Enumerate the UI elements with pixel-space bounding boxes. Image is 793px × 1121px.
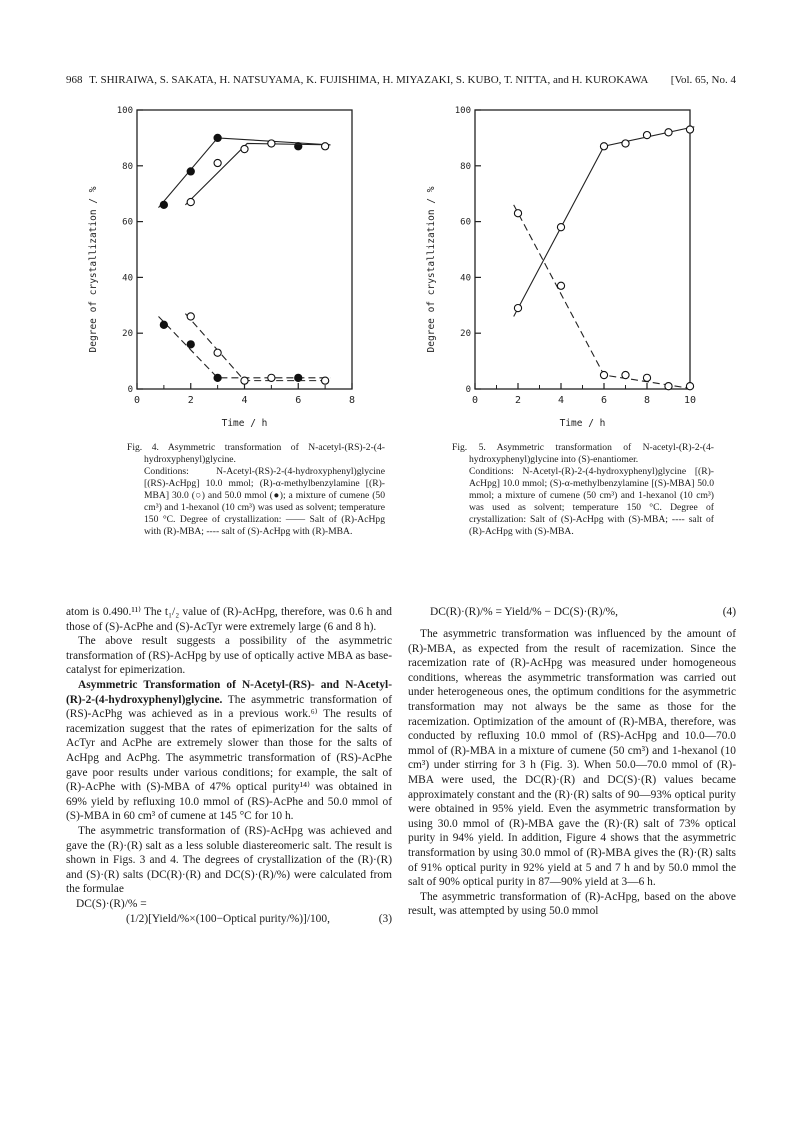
data-point (241, 377, 248, 384)
x-tick-label: 6 (295, 395, 302, 406)
x-tick-label: 6 (600, 395, 608, 406)
data-point (214, 159, 221, 166)
x-tick-label: 4 (241, 395, 248, 406)
paragraph: The asymmetric transformation of (RS)-AcHpg was achieved and gave the (R)·(R) salt as a less soluble diastereomeric salt. The result is shown in Figs. 3 and 4. The degrees of crystallization of the (R)·(R) and (S)·(R) salts (DC(R)·(R) and DC(S)·(R)/%) were calculated from the formulae (66, 824, 392, 896)
y-tick-label: 40 (122, 273, 133, 284)
x-tick-label: 10 (683, 395, 697, 406)
data-point (187, 313, 194, 320)
left-text-column (66, 605, 392, 928)
series-line (185, 314, 330, 381)
page-number: 968 (66, 74, 83, 86)
figure-5-caption (452, 442, 714, 538)
figure-4-chart (82, 96, 382, 436)
equation-3-lhs: DC(S)·(R)/% = (76, 897, 147, 910)
data-point (622, 371, 629, 378)
paragraph: The asymmetric transformation was influenced by the amount of (R)-MBA, as expected from the result of racemization. Since the racemization rate of (R)-AcHpg was measured under homogeneous conditions, whereas the asymmetric transformation was carried out under heterogeneous ones, the optimum conditions for the asymmetric transformation may not always be the same as those for the racemization. Optimization of the amount of (R)-MBA, therefore, was conducted by refluxing 10.0 mmol of (RS)-AcHpg and 10.0—70.0 mmol of (R)-MBA in a mixture of cumene (50 cm³) and 1-hexanol (10 cm³) under stirring for 3 h (Fig. 3). When 50.0—70.0 mmol of (R)-MBA were used, the DC(R)·(R) and DC(S)·(R) values became approximately constant and the (R)·(R) salts of 90—93% optical purity were obtained in 95% yield. Even the asymmetric transformation by using 30.0 mmol of (R)-MBA gave the (R)·(R) salt of 73% optical purity in 94% yield. In addition, Figure 4 shows that the asymmetric transformation by using 30.0 mmol of (R)-MBA gives the (R)·(R) salts of 91% optical purity in 92% yield at 5 and 7 h and by 50.0 mmol the salt of 90% optical purity in 87—90% yield at 3—6 h. (408, 628, 736, 889)
x-tick-label: 2 (514, 395, 522, 406)
y-axis-label: Degree of crystallization / % (426, 186, 437, 353)
y-tick-label: 60 (122, 217, 133, 228)
data-point (665, 383, 672, 390)
data-point (514, 304, 521, 311)
y-tick-label: 40 (460, 273, 471, 284)
figure-5-conditions: Conditions: N-Acetyl-(R)-2-(4-hydroxyphenyl)glycine [(R)-AcHpg] 10.0 mmol; (S)-α-methylbenzylamine [(S)-MBA] 50.0 mmol; a mixture of cumene (50 cm³) and 1-hexanol (10 cm³) was used as solvent; temperature 150 °C. Degree of crystallization: Salt of (S)-AcHpg with (S)-MBA; ---- salt of (R)-AcHpg with (S)-MBA. (469, 466, 714, 537)
x-axis-label: Time / h (221, 418, 268, 429)
paragraph: atom is 0.490.¹¹⁾ The t₁/₂ value of (R)-AcHpg, therefore, was 0.6 h and those of (S)-AcPhe and (S)-AcTyr were extremely large (6 and 8 h). (66, 606, 392, 633)
data-point (241, 145, 248, 152)
series-line (514, 205, 695, 389)
data-point (214, 349, 221, 356)
series-line (159, 316, 331, 377)
data-point (268, 374, 275, 381)
running-header (66, 74, 736, 86)
series-line (514, 127, 695, 317)
data-point (665, 129, 672, 136)
x-axis-label: Time / h (559, 418, 606, 429)
equation-3-line-1 (66, 897, 392, 912)
x-tick-label: 0 (133, 395, 141, 406)
data-point (686, 126, 693, 133)
y-tick-label: 20 (460, 329, 471, 340)
figure-5-chart (420, 96, 720, 436)
y-tick-label: 60 (460, 217, 471, 228)
y-tick-label: 20 (122, 329, 133, 340)
x-tick-label: 8 (348, 395, 356, 406)
data-point (643, 132, 650, 139)
figure-4-conditions: Conditions: N-Acetyl-(RS)-2-(4-hydroxyphenyl)glycine [(RS)-AcHpg] 10.0 mmol; (R)-α-methylbenzylamine [(R)-MBA] 30.0 (○) and 50.0 mmol (●); a mixture of cumene (50 cm³) and 1-hexanol (10 cm³) was used as solvent; temperature 150 °C. Degree of crystallization: —— Salt of (R)-AcHpg with (R)-MBA; ---- salt of (S)-AcHpg with (R)-MBA. (144, 466, 385, 537)
data-point (214, 134, 221, 141)
data-point (187, 341, 194, 348)
y-tick-label: 80 (122, 161, 133, 172)
equation-4-number: (4) (722, 606, 736, 618)
data-point (322, 377, 329, 384)
figure-4-title: Fig. 4. Asymmetric transformation of N-acetyl-(RS)-2-(4-hydroxyphenyl)glycine. (127, 442, 385, 465)
data-point (160, 201, 167, 208)
plot-frame (475, 110, 690, 389)
y-tick-label: 80 (460, 161, 471, 172)
data-point (686, 383, 693, 390)
series-line (185, 143, 330, 204)
data-point (187, 198, 194, 205)
data-point (214, 374, 221, 381)
data-point (187, 168, 194, 175)
data-point (160, 321, 167, 328)
paragraph: The above result suggests a possibility of the asymmetric transformation of (RS)-AcHpg by use of optically active MBA as base-catalyst for epimerization. (66, 635, 392, 677)
figure-5-title: Fig. 5. Asymmetric transformation of N-acetyl-(R)-2-(4-hydroxyphenyl)glycine into (S)-enantiomer. (452, 442, 714, 465)
y-tick-label: 100 (454, 106, 471, 116)
data-point (268, 140, 275, 147)
data-point (643, 374, 650, 381)
y-axis-label: Degree of crystallization / % (88, 186, 99, 353)
x-tick-label: 8 (643, 395, 651, 406)
paragraph: The asymmetric transformation of (R)-AcHpg, based on the above result, was attempted by using 50.0 mmol (408, 890, 736, 918)
equation-4-body: DC(R)·(R)/% = Yield/% − DC(S)·(R)/%, (430, 606, 619, 618)
x-tick-label: 4 (557, 395, 565, 406)
y-tick-label: 0 (127, 385, 133, 395)
data-point (622, 140, 629, 147)
figure-4-caption (127, 442, 385, 538)
x-tick-label: 2 (187, 395, 194, 406)
equation-3-number: (3) (378, 912, 392, 925)
right-text-column (408, 605, 736, 919)
data-point (557, 224, 564, 231)
paragraph-body: The asymmetric transformation of (RS)-AcPhg was achieved as in a previous work.⁶⁾ The results of racemization suggest that the rates of epimerization for the salts of AcTyr and AcPhe are extremely slower than those for the salts of AcHpg and AcPhg. The asymmetric transformation of (RS)-AcPhe gave poor results under various conditions; for example, the salt of (R)-AcPhe with (S)-MBA of 47% optical purity¹⁴⁾ was obtained in 69% yield by refluxing 10.0 mmol of (RS)-AcPhe and 50.0 mmol of (S)-MBA in 60 cm³ of cumene at 145 °C for 10 h. (66, 693, 392, 823)
data-point (514, 210, 521, 217)
author-list: T. SHIRAIWA, S. SAKATA, H. NATSUYAMA, K. FUJISHIMA, H. MIYAZAKI, S. KUBO, T. NITTA, and H. KUROKAWA (89, 74, 649, 86)
data-point (600, 371, 607, 378)
equation-3-line-2 (66, 912, 392, 928)
data-point (322, 143, 329, 150)
y-tick-label: 0 (465, 385, 471, 395)
x-tick-label: 0 (471, 395, 479, 406)
y-tick-label: 100 (116, 106, 133, 116)
journal-volume: [Vol. 65, No. 4 (670, 74, 736, 86)
paragraph (66, 678, 392, 824)
section-heading: Asymmetric Transformation of N-Acetyl-(RS)- and N-Acetyl-(R)-2-(4-hydroxyphenyl)glycine. (66, 678, 392, 706)
equation-3-rhs: (1/2)[Yield/%×(100−Optical purity/%)]/100, (126, 912, 330, 925)
equation-4 (408, 605, 736, 621)
data-point (600, 143, 607, 150)
data-point (557, 282, 564, 289)
